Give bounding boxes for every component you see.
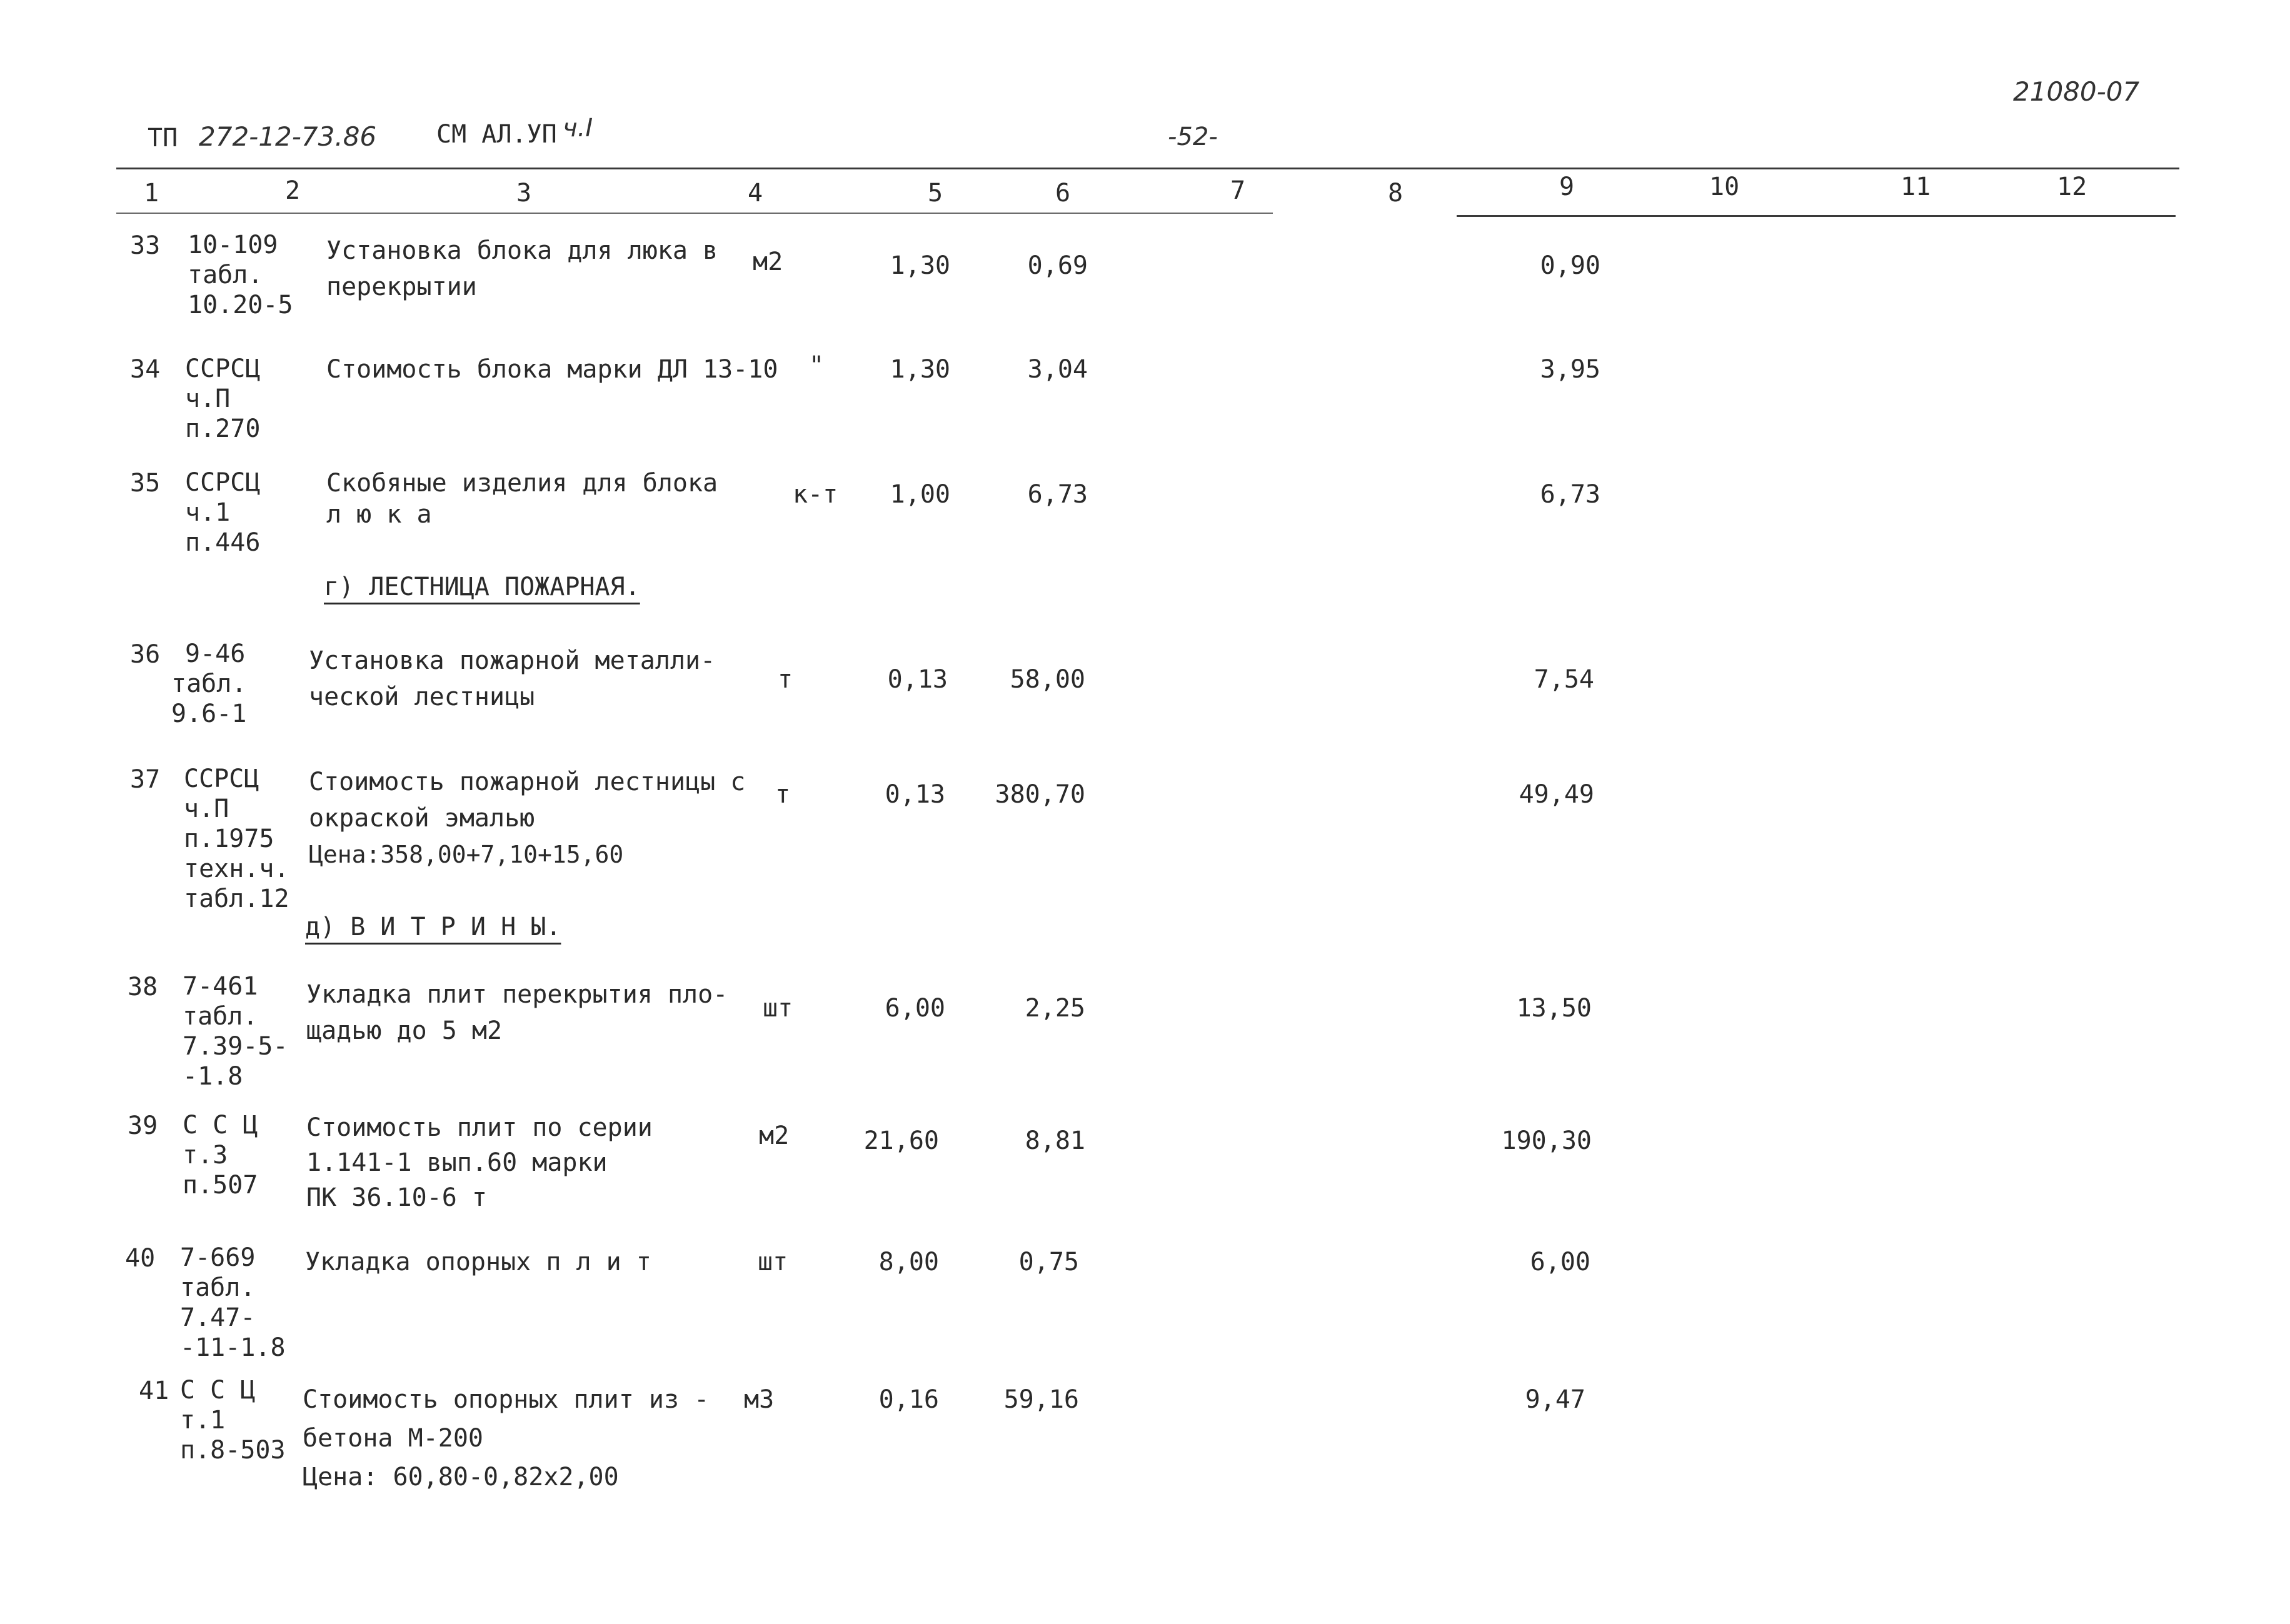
- row-number: 36: [130, 640, 161, 669]
- section-heading-fire-ladder: г) ЛЕСТНИЦА ПОЖАРНАЯ.: [324, 573, 640, 601]
- unit: шт: [763, 994, 793, 1023]
- col-2: 2: [285, 176, 301, 205]
- total-cost: 3,95: [1540, 355, 1600, 384]
- row-number: 34: [130, 355, 161, 384]
- item-description: Скобяные изделия для блока л ю к а: [326, 469, 718, 529]
- col-10: 10: [1709, 173, 1740, 201]
- col-9: 9: [1559, 173, 1575, 201]
- quantity: 0,13: [885, 780, 945, 809]
- rate-code: 7-669 табл. 7.47- -11-1.8: [180, 1243, 286, 1362]
- total-cost: 9,47: [1525, 1385, 1585, 1414]
- total-cost: 13,50: [1516, 994, 1592, 1023]
- total-cost: 6,00: [1530, 1248, 1590, 1276]
- quantity: 1,00: [890, 480, 950, 509]
- section-heading-display-windows: д) В И Т Р И Н Ы.: [305, 913, 561, 941]
- doc-number: 272-12-73.86: [199, 121, 377, 152]
- quantity: 21,60: [863, 1126, 939, 1155]
- col-8: 8: [1388, 179, 1404, 208]
- item-description: Стоимость пожарной лестницы с окраской эмалью Цена:358,00+7,10+15,60: [309, 768, 746, 868]
- row-number: 33: [130, 231, 161, 260]
- total-cost: 6,73: [1540, 480, 1600, 509]
- total-cost: 7,54: [1534, 665, 1594, 694]
- quantity: 0,16: [878, 1385, 939, 1414]
- item-description: Укладка опорных п л и т: [305, 1248, 651, 1276]
- col-7: 7: [1230, 176, 1246, 205]
- rate-code: ССРСЦ ч.1 п.446: [185, 468, 261, 557]
- rate-code: 9-46 табл. 9.6-1: [171, 639, 247, 728]
- unit: т: [778, 665, 793, 694]
- row-number: 38: [128, 973, 158, 1001]
- table-header-rule: [116, 213, 1273, 214]
- row-number: 41: [139, 1376, 169, 1405]
- col-3: 3: [516, 179, 532, 208]
- quantity: 6,00: [885, 994, 945, 1023]
- quantity: 0,13: [887, 665, 948, 694]
- row-number: 37: [130, 765, 161, 794]
- item-description: Установка блока для люка в перекрытии: [326, 236, 718, 301]
- rate-code: ССРСЦ ч.П п.1975 техн.ч. табл.12: [184, 764, 289, 913]
- rate-code: С С Ц т.1 п.8-503: [180, 1376, 286, 1465]
- unit-price: 2,25: [1025, 994, 1085, 1023]
- col-4: 4: [748, 179, 763, 208]
- unit: м2: [759, 1121, 790, 1150]
- unit-price: 6,73: [1027, 480, 1088, 509]
- item-description: Стоимость плит по серии 1.141-1 вып.60 марки ПК 36.10-6 т: [306, 1113, 653, 1212]
- col-12: 12: [2057, 173, 2087, 201]
- unit: ": [809, 351, 825, 380]
- unit-price: 0,75: [1018, 1248, 1079, 1276]
- total-cost: 190,30: [1501, 1126, 1592, 1155]
- archive-stamp: 21080-07: [2013, 76, 2140, 107]
- unit-price: 8,81: [1025, 1126, 1085, 1155]
- table-header-rule-right: [1457, 215, 2176, 217]
- doc-prefix: ТП: [148, 124, 178, 153]
- rate-code: С С Ц т.3 п.507: [183, 1111, 258, 1200]
- page-number: -52-: [1168, 123, 1218, 151]
- unit-price: 3,04: [1027, 355, 1088, 384]
- col-5: 5: [928, 179, 943, 208]
- unit: м2: [753, 248, 783, 276]
- col-11: 11: [1901, 173, 1931, 201]
- unit: шт: [758, 1248, 788, 1276]
- doc-part-handwritten: ч.I: [563, 114, 593, 143]
- row-number: 39: [128, 1111, 158, 1140]
- unit-price: 58,00: [1010, 665, 1085, 694]
- table-top-rule: [116, 168, 2179, 169]
- unit-price: 0,69: [1027, 251, 1088, 280]
- col-6: 6: [1055, 179, 1071, 208]
- quantity: 8,00: [878, 1248, 939, 1276]
- unit: м3: [744, 1385, 775, 1414]
- total-cost: 0,90: [1540, 251, 1600, 280]
- quantity: 1,30: [890, 251, 950, 280]
- unit: к-т: [793, 480, 838, 509]
- item-description: Стоимость блока марки ДЛ 13-10: [326, 355, 778, 384]
- quantity: 1,30: [890, 355, 950, 384]
- unit: т: [775, 780, 791, 809]
- rate-code: ССРСЦ ч.П п.270: [185, 354, 261, 443]
- unit-price: 59,16: [1003, 1385, 1079, 1414]
- total-cost: 49,49: [1519, 780, 1594, 809]
- item-description: Установка пожарной металли- ческой лестницы: [309, 646, 716, 711]
- item-description: Стоимость опорных плит из - бетона М-200 Цена: 60,80-0,82х2,00: [303, 1385, 710, 1491]
- row-number: 40: [125, 1244, 156, 1273]
- col-1: 1: [144, 179, 159, 208]
- rate-code: 7-461 табл. 7.39-5- -1.8: [183, 972, 288, 1091]
- row-number: 35: [130, 469, 161, 498]
- doc-part: СМ АЛ.УП: [436, 120, 557, 149]
- rate-code: 10-109 табл. 10.20-5: [188, 231, 293, 319]
- unit-price: 380,70: [995, 780, 1085, 809]
- item-description: Укладка плит перекрытия пло- щадью до 5 м2: [306, 980, 728, 1045]
